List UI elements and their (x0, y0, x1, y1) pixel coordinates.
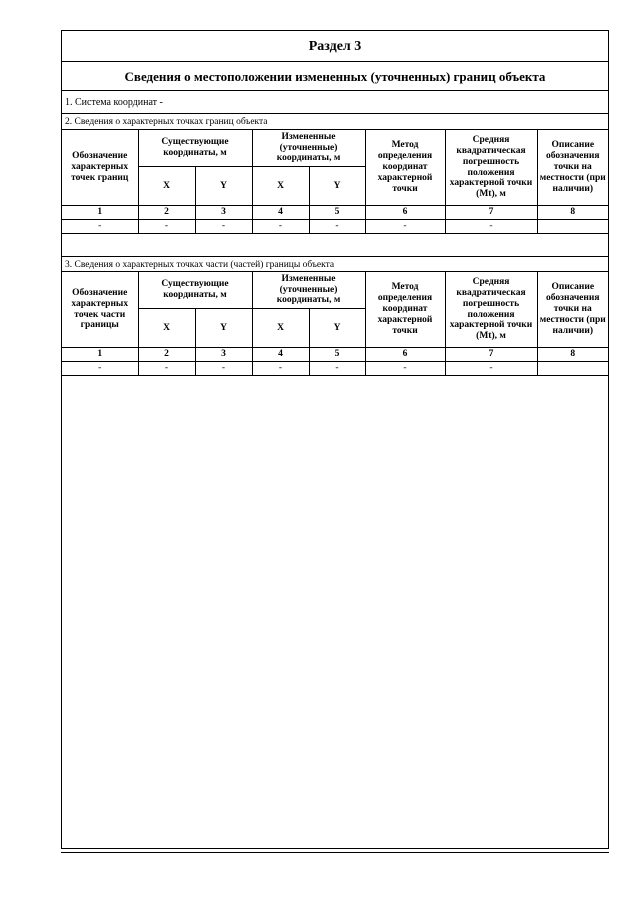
column-number: 8 (537, 206, 608, 220)
table-row (62, 362, 608, 376)
changed-x-header: X (252, 309, 309, 348)
document-frame (61, 30, 609, 849)
column-number: 7 (445, 348, 537, 362)
column-number: 1 (62, 206, 138, 220)
table-cell: - (309, 362, 365, 376)
column-number: 7 (445, 206, 537, 220)
table-cell: - (138, 220, 195, 234)
column-number: 2 (138, 348, 195, 362)
col-existing-header: Существующие координаты, м (138, 130, 252, 167)
changed-y-header: Y (309, 309, 365, 348)
table-cell: - (365, 362, 445, 376)
column-number-row (62, 348, 608, 362)
table-cell: - (62, 220, 138, 234)
table-cell: - (252, 362, 309, 376)
existing-y-header: Y (195, 309, 252, 348)
table-cell: - (309, 220, 365, 234)
table-cell (537, 220, 608, 234)
column-number: 5 (309, 348, 365, 362)
column-number: 2 (138, 206, 195, 220)
column-number-row (62, 206, 608, 220)
column-number: 5 (309, 206, 365, 220)
changed-x-header: X (252, 167, 309, 206)
column-number: 4 (252, 348, 309, 362)
col-designation-header: Обозначение характерных точек части границы (62, 272, 138, 348)
existing-y-header: Y (195, 167, 252, 206)
table-cell: - (62, 362, 138, 376)
col-method-header: Метод определения координат характерной точки (365, 130, 445, 206)
table-cell: - (195, 362, 252, 376)
table-cell: - (365, 220, 445, 234)
col-changed-header: Измененные (уточненные) координаты, м (252, 130, 365, 167)
column-number: 8 (537, 348, 608, 362)
section-subtitle: Сведения о местоположении измененных (уточненных) границ объекта (62, 62, 608, 91)
changed-y-header: Y (309, 167, 365, 206)
bottom-rule (61, 852, 609, 853)
col-error-header: Средняя квадратическая погрешность положения характерной точки (Mt), м (445, 130, 537, 206)
table1-caption: 2. Сведения о характерных точках границ объекта (62, 114, 608, 130)
column-number: 1 (62, 348, 138, 362)
existing-x-header: X (138, 167, 195, 206)
column-number: 4 (252, 206, 309, 220)
section-title: Раздел 3 (62, 31, 608, 62)
column-number: 3 (195, 206, 252, 220)
table-cell: - (252, 220, 309, 234)
col-existing-header: Существующие координаты, м (138, 272, 252, 309)
coordinate-system-line: 1. Система координат - (62, 91, 608, 114)
table-cell: - (138, 362, 195, 376)
table-cell: - (195, 220, 252, 234)
col-error-header: Средняя квадратическая погрешность положения характерной точки (Mt), м (445, 272, 537, 348)
column-number: 6 (365, 206, 445, 220)
column-number: 6 (365, 348, 445, 362)
existing-x-header: X (138, 309, 195, 348)
part-boundary-points-table (62, 272, 608, 376)
table2-caption: 3. Сведения о характерных точках части (частей) границы объекта (62, 256, 608, 272)
table-cell: - (445, 220, 537, 234)
col-method-header: Метод определения координат характерной точки (365, 272, 445, 348)
col-description-header: Описание обозначения точки на местности (при наличии) (537, 130, 608, 206)
table-cell (537, 362, 608, 376)
col-designation-header: Обозначение характерных точек границ (62, 130, 138, 206)
table-row (62, 220, 608, 234)
boundary-points-table (62, 130, 608, 234)
table-cell: - (445, 362, 537, 376)
column-number: 3 (195, 348, 252, 362)
col-changed-header: Измененные (уточненные) координаты, м (252, 272, 365, 309)
col-description-header: Описание обозначения точки на местности (при наличии) (537, 272, 608, 348)
